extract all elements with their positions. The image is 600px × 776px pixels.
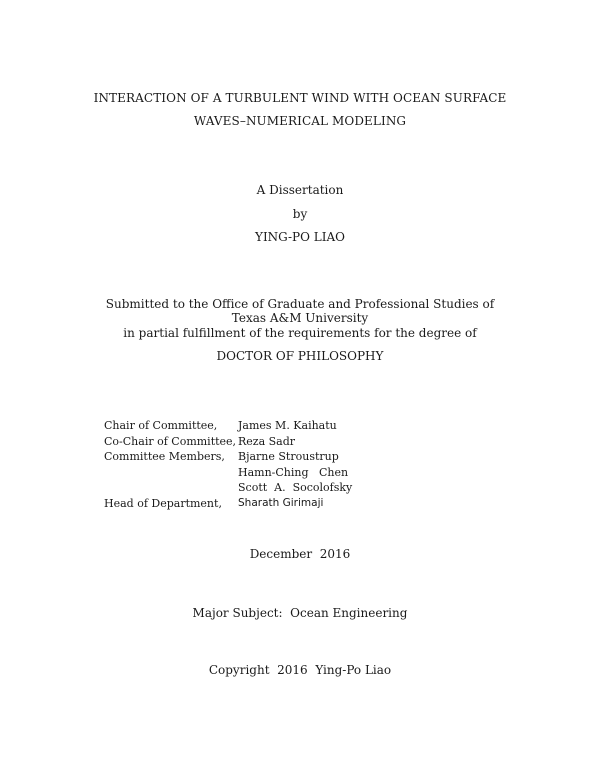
submission-line-3: in partial fulfillment of the requirements for the degree of [123,326,477,340]
committee-row [104,465,438,481]
committee-row [104,480,438,496]
committee-member: Hamn-Ching Chen [238,465,349,479]
committee-role [104,480,238,496]
author-name: YING-PO LIAO [255,230,345,244]
department-head: Sharath Girimaji [238,496,324,509]
committee-member: Reza Sadr [238,434,296,448]
committee-role: Head of Department, [104,496,222,510]
committee-role: Committee Members, [104,450,225,463]
title-line-2: WAVES–NUMERICAL MODELING [193,114,407,128]
committee-member: James M. Kaihatu [238,419,337,432]
by-label: by [292,207,308,221]
committee-role: Chair of Committee, [104,419,218,432]
committee-member: Scott A. Socolofsky [238,481,353,494]
committee-row [104,496,438,512]
committee-member: Bjarne Stroustrup [238,450,339,463]
submission-line-1: Submitted to the Office of Graduate and Professional Studies of [105,297,495,311]
committee-row [104,418,438,434]
committee-row [104,434,438,450]
copyright-notice: Copyright 2016 Ying-Po Liao [208,663,392,677]
committee-list [104,418,438,511]
committee-row [104,449,438,465]
document-type: A Dissertation [256,183,344,197]
degree-name: DOCTOR OF PHILOSOPHY [216,349,384,363]
committee-role: Co-Chair of Committee, [104,434,237,448]
title-line-1: INTERACTION OF A TURBULENT WIND WITH OCEAN SURFACE [93,91,507,105]
major-subject: Major Subject: Ocean Engineering [192,606,408,620]
submission-date: December 2016 [249,547,351,561]
submission-line-2: Texas A&M University [231,311,369,325]
committee-role [104,465,238,481]
